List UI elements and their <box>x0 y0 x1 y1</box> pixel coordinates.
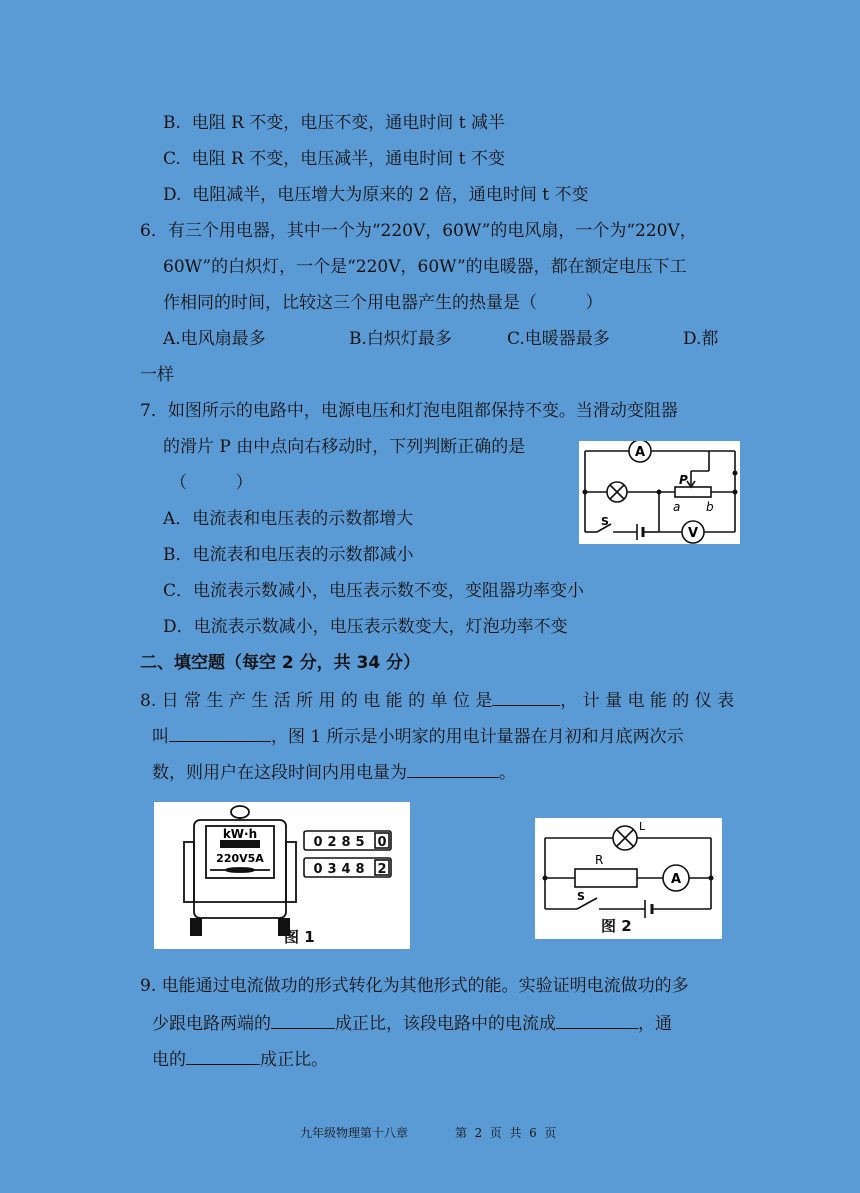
q8-line2 <box>152 723 684 749</box>
q8-line2-text: 叫 <box>152 727 169 747</box>
fig2-caption: 图 2 <box>601 917 632 935</box>
q6-stem-line2: 60W”的白炽灯，一个是“220V，60W”的电暖器，都在额定电压下工 <box>163 257 687 277</box>
q7-option-c: C．电流表示数减小，电压表示数不变，变阻器功率变小 <box>163 581 585 601</box>
fig2-ammeter-label: A <box>670 872 682 887</box>
footer-page-number: 第 2 页 共 6 页 <box>455 1126 557 1140</box>
q7-end-b-label: b <box>706 500 714 514</box>
q5-option-b: B. 电阻 R 不变，电压不变，通电时间 t 减半 <box>163 113 505 133</box>
section-2-heading: 二、填空题（每空 2 分，共 34 分） <box>140 653 421 673</box>
fig2-resistor-label: R <box>595 853 604 867</box>
q8-blank-unit[interactable] <box>492 687 560 706</box>
q7-stem-line2: 的滑片 P 由中点向右移动时，下列判断正确的是 <box>163 437 526 457</box>
q9-line3-text: 电的 <box>152 1050 186 1070</box>
q9-blank-current[interactable] <box>556 1010 638 1029</box>
q9-blank-time[interactable] <box>186 1046 260 1065</box>
q8-blank-meter[interactable] <box>169 723 271 742</box>
fig1-reading2-digit: 3 <box>327 862 337 877</box>
fig1-reading2-digit: 0 <box>313 862 323 877</box>
fig2-lamp-label: L <box>639 820 646 833</box>
fig2-switch-label: S <box>577 890 585 903</box>
q7-circuit-figure <box>579 441 740 544</box>
q9-line3 <box>152 1046 328 1072</box>
q9-line2-text: 少跟电路两端的 <box>152 1014 271 1034</box>
fig1-reading2-digit: 4 <box>341 862 351 877</box>
fig1-meter-unit: kW·h <box>222 827 258 841</box>
q5-option-d: D. 电阻减半，电压增大为原来的 2 倍，通电时间 t 不变 <box>163 185 589 205</box>
fig1-reading1-digit: 8 <box>341 835 351 850</box>
q7-option-d: D．电流表示数减小，电压表示数变大，灯泡功率不变 <box>163 617 568 637</box>
q6-option-b: B.白炽灯最多 <box>349 329 452 349</box>
q8-line3-text-after: 。 <box>499 763 516 783</box>
footer-subject: 九年级物理第十八章 <box>300 1126 409 1140</box>
fig1-reading2-digit: 8 <box>355 862 365 877</box>
q6-stem-line3: 作相同的时间，比较这三个用电器产生的热量是（ ） <box>163 293 603 313</box>
q8-line1-text-after: ， 计 量 电 能 的 仪 表 <box>560 691 735 711</box>
fig1-reading1-decimal: 0 <box>377 835 387 850</box>
fig1-reading2-decimal: 2 <box>377 862 387 877</box>
q7-end-a-label: a <box>673 500 681 514</box>
q6-option-a: A.电风扇最多 <box>163 329 266 349</box>
q9-line3-text-after: 成正比。 <box>260 1050 328 1070</box>
fig1-meter-rating: 220V5A <box>216 852 264 865</box>
q7-stem-line1: 7．如图所示的电路中，电源电压和灯泡电阻都保持不变。当滑动变阻器 <box>140 401 678 421</box>
q8-blank-usage[interactable] <box>407 759 499 778</box>
q9-line2 <box>152 1010 672 1036</box>
q9-line2-text-mid: 成正比，该段电路中的电流成 <box>335 1014 556 1034</box>
q7-voltmeter-label: V <box>687 526 699 541</box>
q8-line3-text: 数，则用户在这段时间内用电量为 <box>152 763 407 783</box>
q9-line2-text-after: ，通 <box>638 1014 672 1034</box>
q6-stem-line1: 6．有三个用电器，其中一个为“220V，60W”的电风扇，一个为“220V， <box>140 221 697 241</box>
q8-line1 <box>140 687 734 713</box>
q6-option-d: D.都 <box>683 329 719 349</box>
fig1-reading1-digit: 0 <box>313 835 323 850</box>
q6-option-c: C.电暖器最多 <box>507 329 610 349</box>
q7-switch-label: S <box>601 515 609 528</box>
q6-option-d-continued: 一样 <box>140 365 174 385</box>
q9-blank-voltage[interactable] <box>271 1010 335 1029</box>
q7-option-a: A．电流表和电压表的示数都增大 <box>163 509 414 529</box>
q9-line1: 9. 电能通过电流做功的形式转化为其他形式的能。实验证明电流做功的多 <box>140 976 689 996</box>
q8-line2-text-after: ，图 1 所示是小明家的用电计量器在月初和月底两次示 <box>271 727 684 747</box>
q8-line3 <box>152 759 516 785</box>
q8-line1-text: 8. 日 常 生 产 生 活 所 用 的 电 能 的 单 位 是 <box>140 691 493 711</box>
q7-option-b: B．电流表和电压表的示数都减小 <box>163 545 414 565</box>
q5-option-c: C. 电阻 R 不变，电压减半，通电时间 t 不变 <box>163 149 505 169</box>
fig1-electric-meter <box>154 802 410 949</box>
q7-slider-label: P <box>679 473 688 487</box>
fig1-reading1-digit: 5 <box>355 835 365 850</box>
q7-answer-paren: （ ） <box>170 473 253 493</box>
q7-ammeter-label: A <box>634 445 646 460</box>
fig1-caption: 图 1 <box>284 928 315 946</box>
fig1-reading1-digit: 2 <box>327 835 337 850</box>
